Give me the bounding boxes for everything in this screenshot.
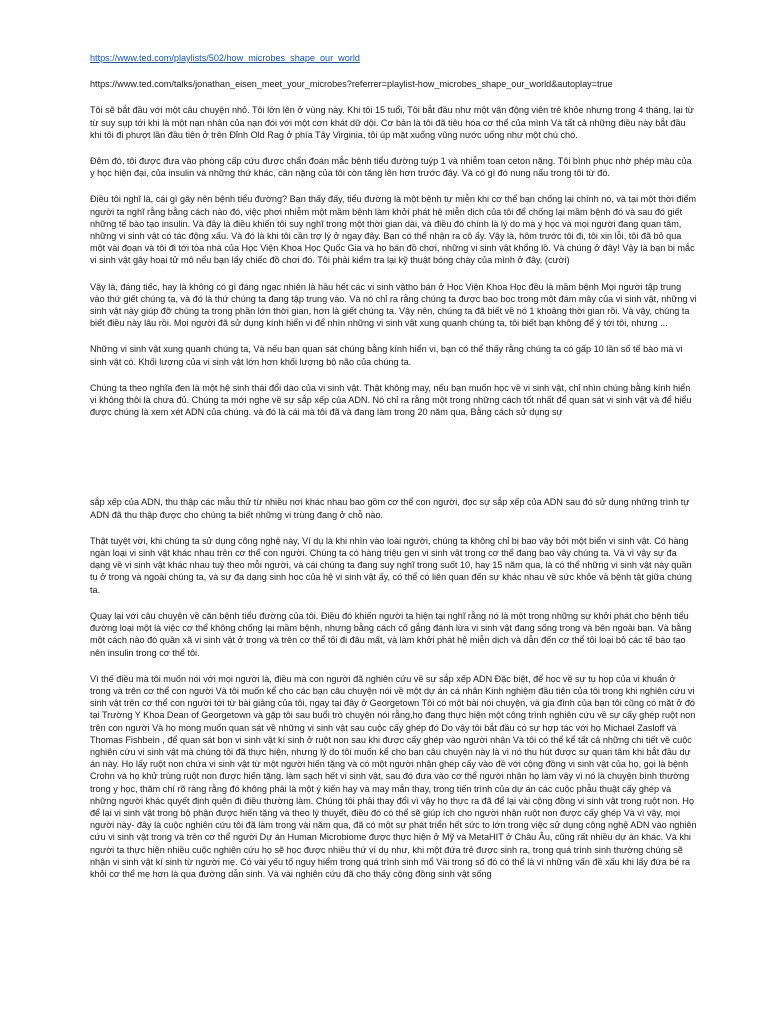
paragraph-7: sắp xếp của ADN, thu thập các mẫu thử từ nhiều nơi khác nhau bao gồm cơ thể con người, đọc sự sắp xếp của ADN sau đó sử dụng những trình tự ADN đã thu thập được cho chúng ta biết những vi trùng đang ở chỗ nào. xyxy=(90,497,690,520)
paragraph-8: Thật tuyệt vời, khi chúng ta sử dụng công nghệ này, Ví dụ là khi nhìn vào loài người, chúng ta không chỉ bị bao vây bởi một biển vi sinh vật. Có hàng ngàn loại vi sinh vật khác nhau trên cơ thể con người. Chúng ta có hàng triệu gen vi sinh vật trong cơ thể đang bao vây chúng ta. Và vì vậy sự đa dạng về vi sinh vật khác nhau tuỳ theo mỗi người, và cái chúng ta đang suy nghĩ trong suốt 10, hay 15 năm qua, là có thể những vi sinh vật này quần tụ ở trong và ngoài chúng ta, và sự đa dạng sinh học của hệ vi sinh vật ấy, có thể có liên quan đến sự khác nhau về sức khỏe và bệnh tật giữa chúng ta. xyxy=(90,535,692,595)
paragraph-4: Vậy là, đáng tiếc, hay là không có gì đáng ngạc nhiên là hầu hết các vi sinh vậtho bán ở Học Viện Khoa Học đều là mầm bệnh Mọi người tập trung vào thứ giết chúng ta, và đó là thứ chúng ta đang tập trung vào. Và nó chỉ ra rằng chúng ta được bao bọc trong một đám mây của vi sinh vật, những vi sinh vật này giúp đỡ chúng ta trong phần lớn thời gian, hơn là giết chúng ta. Vậy nên, chúng ta đã biết về nó 1 khoảng thời gian rồi. Và vậy, chúng ta biết điều này lâu rồi. Mọi người đã sử dụng kính hiển vi để nhìn những vi sinh vật xung quanh chúng ta, tôi biết bạn không để ý tới tôi, nhưng ... xyxy=(90,281,697,329)
paragraph-2: Đêm đó, tôi được đưa vào phòng cấp cứu được chẩn đoán mắc bệnh tiểu đường tuýp 1 và nhiễm toan ceton nặng. Tôi bình phục nhờ phép màu của y học hiện đại, của insulin và những thứ khác, cân nặng của tôi còn tăng lên hơn trước đây. Và có gì đó nung nấu trong tôi từ đó. xyxy=(90,156,692,179)
paragraph-3: Điều tôi nghĩ là, cái gì gây nên bệnh tiểu đường? Bạn thấy đấy, tiểu đường là một bệnh tự miễn khi cơ thể bạn chống lại chính nó, và tại một thời điểm người ta nghĩ rằng bằng cách nào đó, việc phơi nhiễm một mầm bệnh làm khởi phát hệ miễn dịch của tôi để chống lại mầm bệnh đó và sau đó giết những tế bào tạo insulin. Và đây là điều khiến tôi suy nghĩ trong một thời gian dài, và điều đó chính là lý do mà y học và mọi người đang quan tâm, những vi sinh vật có tác động xấu. Và đó là khi tôi cần trợ lý ở ngay đây. Bạn có thể nhận ra cô ấy. Vậy là, hôm trước tôi đi, tôi xin lỗi, tôi đã bỏ qua một vài đoạn và tôi đi tới tòa nhà của Học Viện Khoa Học Quốc Gia và họ bán đồ chơi, những vi sinh vật khổng lồ. Và chúng ở đây! Vậy là bạn bị mắc vi sinh vật gây hoại tử mô nếu bạn lấy chiếc đồ chơi đó. Tôi phải kiểm tra lại kỹ thuật bóng chày của mình ở đây. (cười) xyxy=(90,194,697,266)
page-break-gap xyxy=(90,432,698,496)
paragraph-1: Tôi sẽ bắt đầu với một câu chuyện nhỏ. Tôi lớn lên ở vùng này. Khi tôi 15 tuổi, Tôi bắt đầu như một vận động viên trẻ khỏe nhưng trong 4 tháng, lại từ từ suy sụp tới khi là một nạn nhân của nạn đói với một cơn khát dữ dội. Cơ bản là tôi đã tiêu hóa cơ thể của mình Và tất cả những điều này bắt đầu khi tôi đi phượt lần đầu tiên ở trên Đỉnh Old Rag ở phía Tây Virginia, tôi úp mặt xuống vũng nước uống như một chú chó. xyxy=(90,105,694,140)
paragraph-6: Chúng ta theo nghĩa đen là một hệ sinh thái đổi dào của vi sinh vật. Thật không may, nếu bạn muốn học về vi sinh vật, chỉ nhìn chúng bằng kính hiển vi không thôi là chưa đủ. Chúng ta mới nghe về sự sắp xếp của ADN. Nó chỉ ra rằng một trong những cách tốt nhất để quan sát vi sinh vật và để hiểu được chúng là xem xét ADN của chúng. và đó là cái mà tôi đã và đang làm trong 20 năm qua, Bằng cách sử dụng sự xyxy=(90,382,692,418)
paragraph-10: Vì thế điều mà tôi muốn nói với mọi người là, điều mà con người đã nghiên cứu về sự sắp xếp ADN Đặc biệt, để học về sự tụ họp của vi khuẩn ở trong và trên cơ thể con người Và tôi muốn kể cho các bạn câu chuyện nói về một dự án cá nhân Kinh nghiệm đầu tiên của tôi trong khi nghiên cứu vi sinh vật trên cơ thể con người tới từ bài giảng của tôi, ngay tại đây ở Georgetown Tôi có một bài nói chuyện, và gia đình của bạn tôi cũng có mặt ở đó tại Trường Y Khoa Dean of Georgetown và gặp tôi sau buổi trò chuyện nói rằng,họ đang thực hiện một công trình nghiên cứu về sự cấy ghép ruột non trên con người Và họ mong muốn quan sát về những vi sinh vật sau cuộc cấy ghép đó Do vậy tôi bắt đầu có sự hợp tác với họ Michael Zasloff và Thomas Fishbein , để quan sát bọn vi sinh vật kí sinh ở ruột non sau khi được cấy ghép vào người nhận Và tôi có thể kể tất cả những chi tiết về cuộc nghiên cứu vi sinh vật mà chúng tôi đã thực hiện, nhưng lý do tôi muốn kể cho bạn câu chuyện này là vì nó thu hút được sự quan tâm khi bắt đầu dự án này. Họ lấy ruột non chứa vi sinh vật từ một người hiến tặng và có một người nhận ghép cấy vào đề với cộng đồng vi sinh vật của họ, gọi là bệnh Crohn và họ khử trùng ruột non được hiến tặng. làm sạch hết vi sinh vật, sau đó đưa vào cơ thể người nhận họ làm vậy vì nó là chuyện bình thường trong y học, thăm chí rõ ràng rằng đó không phải là một ý kiến hay và may mắn thay, trong tiến trình của dự án các cuộc phẫu thuật cấy ghép và những người khác quyết định quên đi điều thường làm. Chúng tôi phải thay đổi vì vậy họ thực ra đã để lại vài cộng đồng vi sinh vật trong ruột non. Họ để lại vi sinh vật trong bộ phận được hiến tặng và theo lý thuyết, điều đó có thể sẽ giúp ích cho người nhận ruột non được cấy ghép Và vì vậy, mọi người này- đây là cuộc nghiên cứu tôi đã làm trong vài năm qua, đã có một sự phát triển hết sức to lớn trong việc sử dụng công nghệ ADN vào nghiên cứu vi sinh vật trong và trên cơ thể người Dự án Human Microbiome được thực hiện ở Mỹ và MetaHIT ở Châu Âu, cũng rất nhiều dự án khác. Và khi người ta thực hiện nhiều cuộc nghiên cứu họ sẽ học được nhiều thứ ví dụ như, khi một đứa trẻ được sinh ra, trong quá trình sinh thường chúng sẽ nhận vi sinh vật kí sinh từ người mẹ. Có vài yếu tố nguy hiểm trong quá trình sinh mổ Vài trong số đó có thể là vì những vấn đề xấu khi lấy đứa bé ra khỏi cơ thể mẹ hơn là qua đường dẫn sinh. Và vài nghiên cứu đã cho thấy cộng đồng sinh vật sống xyxy=(90,673,697,879)
paragraph-9: Quay lại với câu chuyện về căn bệnh tiểu đường của tôi. Điều đó khiến người ta hiện tại nghĩ rằng nó là một trong những sự khởi phát cho bệnh tiểu đường loại một là việc cơ thể không chống lại mầm bệnh, nhưng bằng cách cố gắng đánh lừa vi sinh vật đang sống trong và bên ngoài bạn. Và bằng một cách nào đó quần xã vi sinh vật ở trong và trên cơ thể tôi đi đâu mất, và làm khởi phát hệ miễn dịch và dẫn đến cơ thể tôi loại bỏ các tế bào tạo nên insulin trong cơ thể tôi. xyxy=(90,610,692,658)
paragraph-5: Những vi sinh vật xung quanh chúng ta, Và nếu bạn quan sát chúng bằng kính hiển vi, bạn có thể thấy rằng chúng ta có gấp 10 lần số tế bào mà vi sinh vật có. Khối lượng của vi sinh vật lớn hơn khối lượng bộ não của chúng ta. xyxy=(90,344,683,367)
playlist-link[interactable]: https://www.ted.com/playlists/502/how_microbes_shape_our_world xyxy=(90,53,360,63)
document-page xyxy=(90,52,698,880)
talk-url-text: https://www.ted.com/talks/jonathan_eisen_meet_your_microbes?referrer=playlist-how_microbes_shape_our_world&autoplay=true xyxy=(90,79,613,90)
